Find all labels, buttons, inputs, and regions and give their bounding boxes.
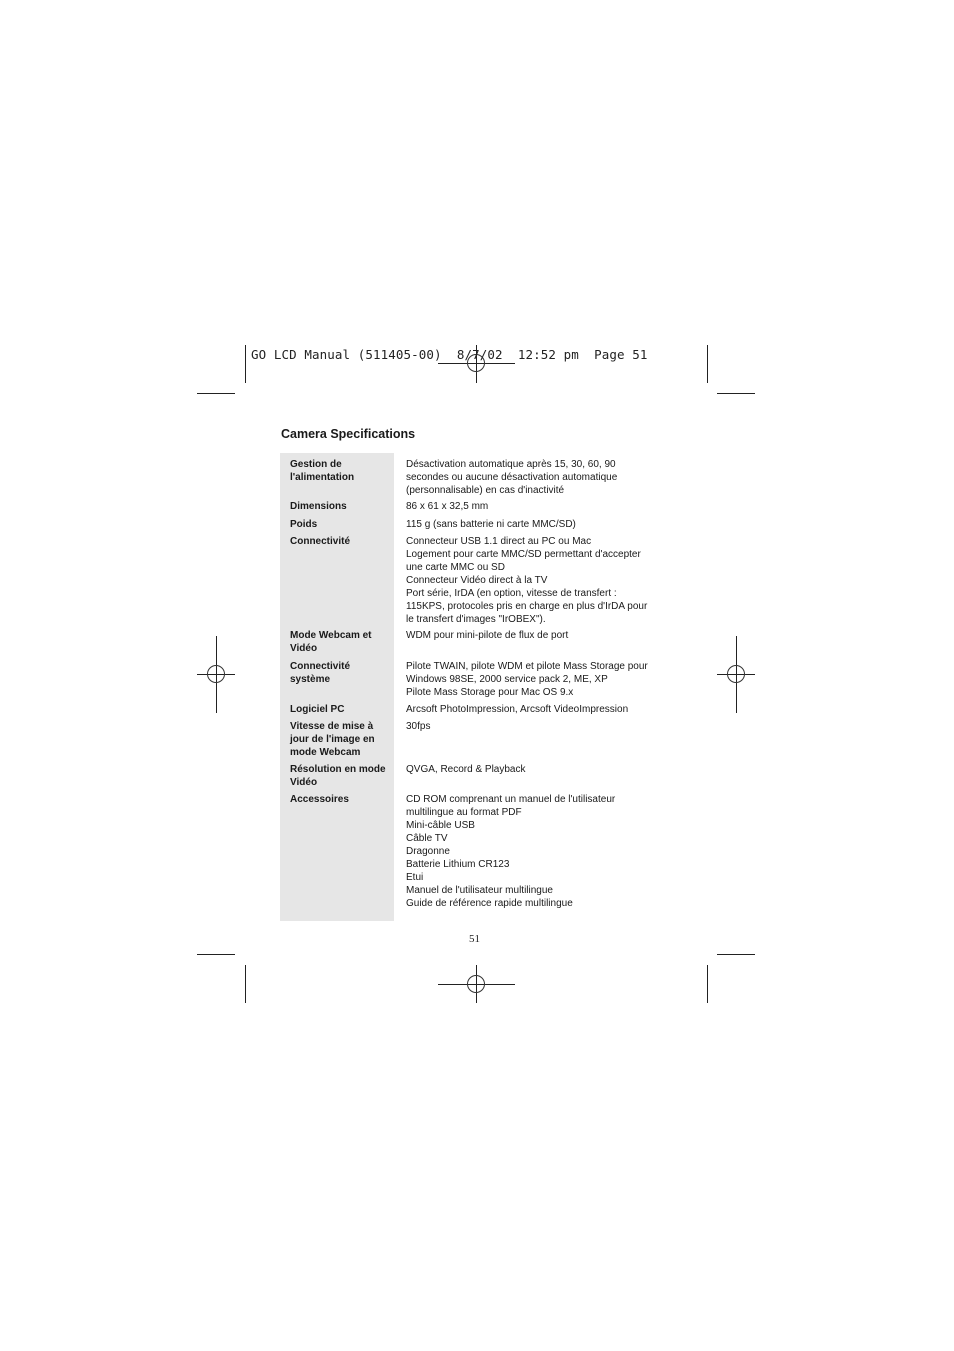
spec-label: Dimensions bbox=[290, 501, 347, 512]
crop-mark bbox=[707, 345, 708, 383]
spec-value-line: Port série, IrDA (en option, vitesse de transfert : bbox=[406, 588, 617, 599]
spec-value-line: Pilote TWAIN, pilote WDM et pilote Mass Storage pour bbox=[406, 661, 648, 672]
spec-value-line: Pilote Mass Storage pour Mac OS 9.x bbox=[406, 687, 574, 698]
spec-value-line: Manuel de l'utilisateur multilingue bbox=[406, 885, 553, 896]
spec-value-line: le transfert d'images "IrOBEX"). bbox=[406, 614, 546, 625]
spec-value-line: multilingue au format PDF bbox=[406, 807, 522, 818]
spec-value-line: Désactivation automatique après 15, 30, 60, 90 bbox=[406, 459, 616, 470]
spec-value-line: Connecteur Vidéo direct à la TV bbox=[406, 575, 548, 586]
spec-value-line: Logement pour carte MMC/SD permettant d'accepter bbox=[406, 549, 641, 560]
spec-label: Résolution en mode Vidéo bbox=[290, 764, 386, 788]
spec-value-line: Arcsoft PhotoImpression, Arcsoft VideoImpression bbox=[406, 704, 629, 715]
spec-value-line: Etui bbox=[406, 872, 424, 883]
crop-mark bbox=[197, 954, 235, 955]
spec-label: Accessoires bbox=[290, 794, 349, 805]
spec-value-line: CD ROM comprenant un manuel de l'utilisateur bbox=[406, 794, 616, 805]
spec-value-line: 115KPS, protocoles pris en charge en plus d'IrDA pour bbox=[406, 601, 648, 612]
spec-value bbox=[406, 629, 686, 642]
spec-label: Mode Webcam et Vidéo bbox=[290, 630, 372, 654]
spec-value-line: Connecteur USB 1.1 direct au PC ou Mac bbox=[406, 536, 592, 547]
page-number: 51 bbox=[469, 933, 480, 945]
spec-label: Poids bbox=[290, 519, 318, 530]
spec-value-line: 86 x 61 x 32,5 mm bbox=[406, 501, 489, 512]
spec-value-line: QVGA, Record & Playback bbox=[406, 764, 526, 775]
section-title: Camera Specifications bbox=[281, 427, 416, 441]
spec-label: Connectivité système bbox=[290, 661, 351, 685]
spec-label: Gestion de l'alimentation bbox=[290, 459, 355, 483]
spec-value bbox=[406, 518, 686, 531]
crop-mark bbox=[245, 345, 246, 383]
spec-value bbox=[406, 458, 686, 497]
crop-mark bbox=[707, 965, 708, 1003]
spec-value-line: Batterie Lithium CR123 bbox=[406, 859, 510, 870]
print-slug-line: GO LCD Manual (511405-00) 8/7/02 12:52 pm Page 51 bbox=[251, 347, 648, 362]
spec-value-line: 30fps bbox=[406, 721, 431, 732]
spec-label: Vitesse de mise à jour de l'image en mode Webcam bbox=[290, 721, 375, 758]
spec-value bbox=[406, 703, 686, 716]
spec-value bbox=[406, 793, 686, 910]
spec-value bbox=[406, 660, 686, 699]
crop-mark bbox=[717, 393, 755, 394]
spec-value-line: 115 g (sans batterie ni carte MMC/SD) bbox=[406, 519, 576, 530]
spec-value bbox=[406, 763, 686, 776]
crop-mark bbox=[717, 954, 755, 955]
spec-value-line: Windows 98SE, 2000 service pack 2, ME, XP bbox=[406, 674, 608, 685]
spec-value bbox=[406, 500, 686, 513]
spec-label: Connectivité bbox=[290, 536, 351, 547]
crop-mark bbox=[197, 393, 235, 394]
spec-value-line: une carte MMC ou SD bbox=[406, 562, 505, 573]
registration-circle bbox=[207, 665, 225, 683]
spec-value-line: Câble TV bbox=[406, 833, 448, 844]
crop-mark bbox=[245, 965, 246, 1003]
spec-value bbox=[406, 535, 686, 626]
spec-value-line: Dragonne bbox=[406, 846, 450, 857]
spec-value-line: WDM pour mini-pilote de flux de port bbox=[406, 630, 569, 641]
spec-value-line: Mini-câble USB bbox=[406, 820, 475, 831]
registration-circle bbox=[467, 975, 485, 993]
spec-value-line: secondes ou aucune désactivation automatique bbox=[406, 472, 618, 483]
registration-circle bbox=[727, 665, 745, 683]
spec-value bbox=[406, 720, 686, 733]
spec-value-line: Guide de référence rapide multilingue bbox=[406, 898, 573, 909]
spec-label: Logiciel PC bbox=[290, 704, 345, 715]
spec-value-line: (personnalisable) en cas d'inactivité bbox=[406, 485, 565, 496]
